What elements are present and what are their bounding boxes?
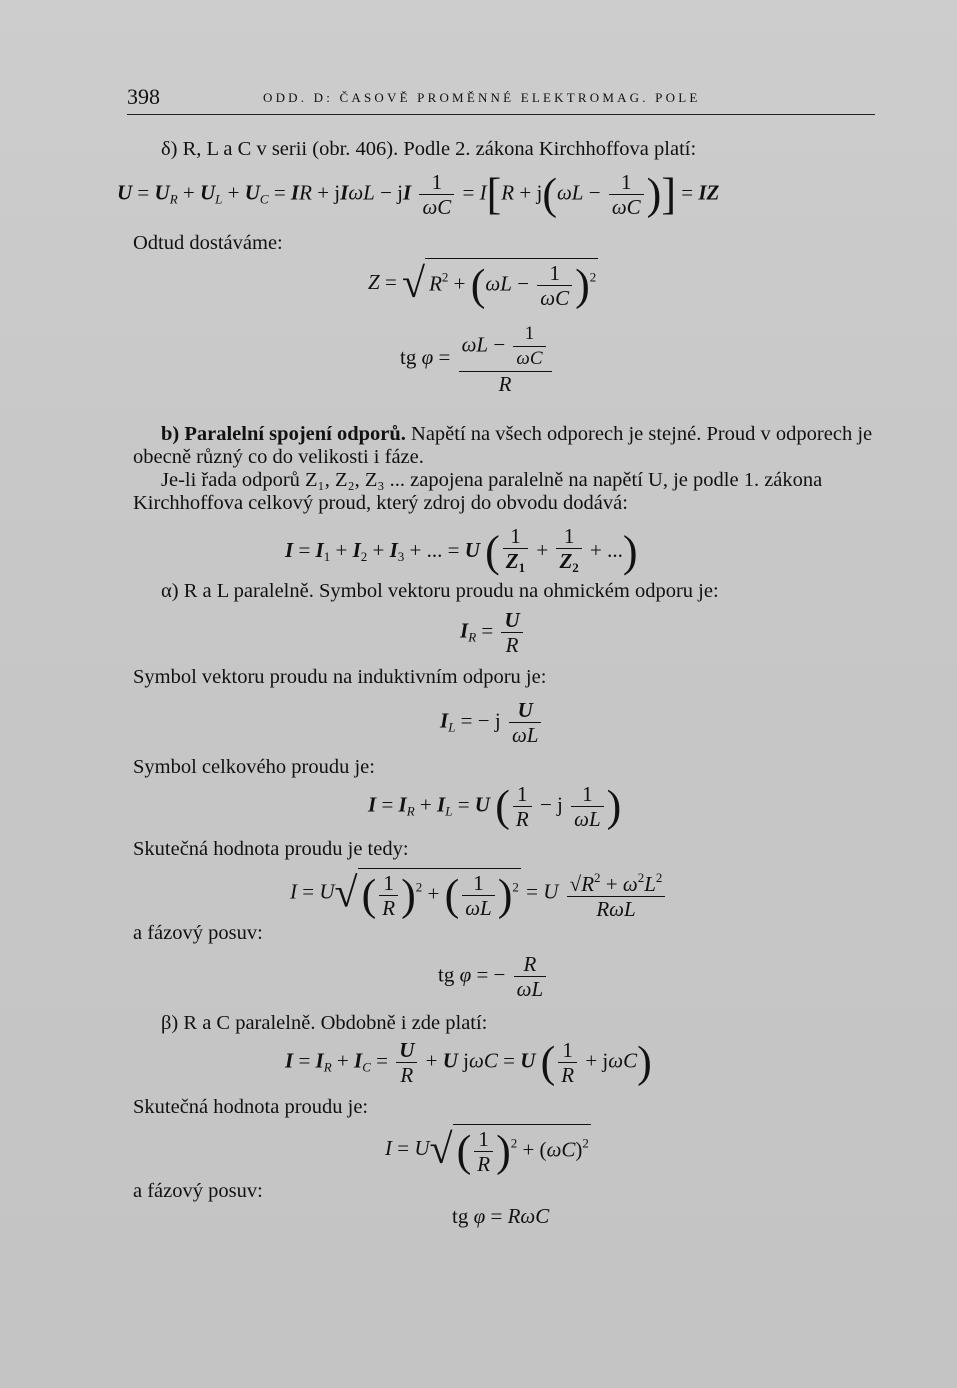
equation-il: $I_L$ = − j $\frac{U}{\omega L}$: [440, 698, 544, 747]
paragraph-phase-2: a fázový posuv:: [133, 1180, 263, 1202]
equation-tg-phi-rc: tg φ = RωC: [452, 1204, 550, 1228]
equation-ir: $I_R$ = $\frac{U}{R}$: [460, 608, 526, 657]
equation-i-magnitude-rc: I = U√( $\frac{1}{R}$ )$^2 + (\omega C)^2$: [385, 1124, 591, 1176]
equation-series-kirchhoff: $U = U_R + U_L + U_C$ = IR + jIωL − jI $\frac{1}{\omega C}$ = I[R + j(ωL − $\frac{1}{\omega C}$ )] = IZ: [117, 169, 720, 219]
equation-i-rc: $I = I_R + I_C$ = $\frac{U}{R}$ + U jωC = U ( $\frac{1}{R}$ + jωC): [285, 1037, 652, 1087]
equation-impedance: Z = √ $R^2 + (\omega L$ − $\frac{1}{\omega C}$ )$^2$: [368, 258, 598, 310]
paragraph-beta: β) R a C paralelně. Obdobně i zde platí:: [161, 1012, 488, 1034]
paragraph-alpha: α) R a L paralelně. Symbol vektoru proudu na ohmickém odporu je:: [161, 580, 719, 602]
paragraph-total: Symbol celkového proudu je:: [133, 756, 375, 778]
running-head: ODD. D: ČASOVĚ PROMĚNNÉ ELEKTROMAG. POLE: [263, 90, 701, 105]
page-header: [127, 84, 875, 115]
equation-parallel-sum: $I = I_1 + I_2 + I_3$ + ... = U ( $\frac{1}{Z_1}$ + $\frac{1}{Z_2}$ + ...): [285, 524, 638, 576]
paragraph-delta: δ) R, L a C v serii (obr. 406). Podle 2. zákona Kirchhoffova platí:: [161, 138, 697, 160]
paragraph-b: b) Paralelní spojení odporů. Napětí na všech odporech je stejné. Proud v odporech je obecně různý co do velikosti i fáze.: [133, 423, 873, 468]
paragraph-phase-1: a fázový posuv:: [133, 922, 263, 944]
paragraph-odtud: Odtud dostáváme:: [133, 232, 283, 254]
paragraph-real-1: Skutečná hodnota proudu je tedy:: [133, 838, 409, 860]
paragraph-jeli: Je-li řada odporů Z₁, Z₂, Z₃ ... zapojena paralelně na napětí U, je podle 1. zákona Kirchhoffova celkový proud, který zdroj do obvodu dodává:: [133, 469, 823, 514]
paragraph-inductive: Symbol vektoru proudu na induktivním odporu je:: [133, 666, 547, 688]
equation-tg-phi-rl: tg φ = − $\frac{R}{\omega L}$: [438, 952, 549, 1001]
equation-tg-phi-series: tg φ = ωL − $\frac{1}{\omega C}$ R: [400, 322, 555, 396]
equation-i-total: $I = I_R + I_L = U$ ( $\frac{1}{R}$ − j $\frac{1}{\omega L}$ ): [368, 781, 622, 831]
paragraph-real-2: Skutečná hodnota proudu je:: [133, 1096, 369, 1118]
page-number: 398: [127, 84, 160, 109]
equation-i-magnitude: I = U√( $\frac{1}{R}$ )$^2$ + ( $\frac{1}{\omega L}$ )$^2$ = U $\frac{√R^2 + \omega^2L^2}{\text{RωL}}$: [290, 866, 668, 921]
